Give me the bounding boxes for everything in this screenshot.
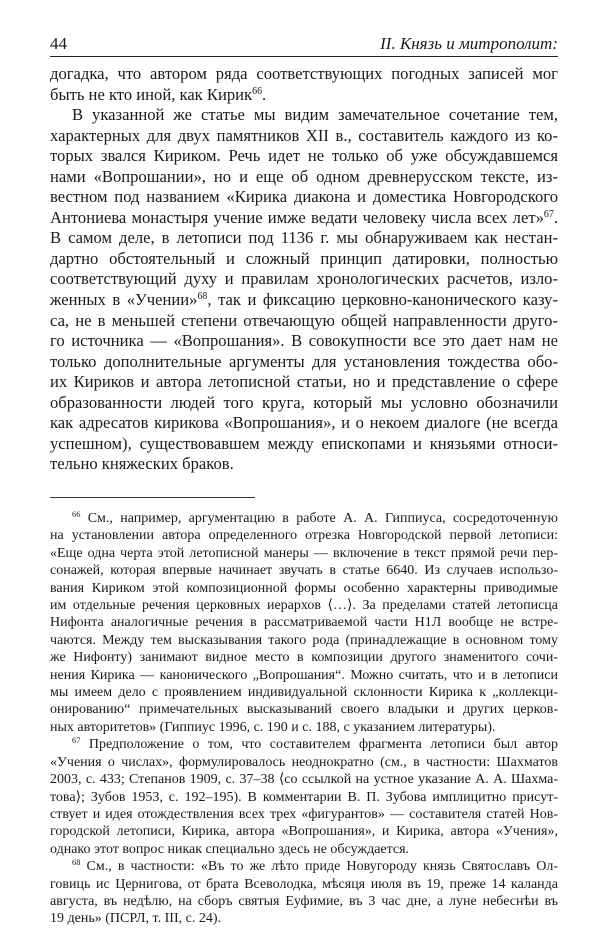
text-run: им отдельные речения церковных иерархов ⟨…⟩. За пределами статей летописца [50, 598, 558, 614]
text-run: го источника — «Вопрошания». В совокупности все это дает нам не [50, 331, 558, 351]
text-line [50, 719, 558, 736]
text-line [50, 649, 558, 666]
text-line [50, 146, 558, 167]
text-run: соответствующий духу и правилам хронологических расчетов, изло- [50, 269, 558, 289]
text-run: вестном под названием «Кирика диакона и доместика Новгородского [50, 187, 558, 207]
text-run: вания Кириком этой композиционной формы особенно характерны приводимые [50, 580, 558, 596]
text-run: на установлении автора определенного отрезка Новгородской первой летописи: [50, 528, 558, 544]
text-run: характерных для двух памятников XII в., составитель каждого из ко- [50, 125, 558, 145]
text-line [50, 413, 558, 434]
text-line [50, 736, 558, 753]
text-line [50, 228, 558, 249]
text-run: Нифонта аналогичные речения в рассматриваемой части Н1Л вообще не встре- [50, 615, 558, 631]
text-run: В самом деле, в летописи под 1136 г. мы обнаруживаем как нестан- [50, 228, 558, 248]
text-run: говиць ис Цернигова, от брата Всеволодка, мѣсяця июля въ 19, преже 14 каланда [50, 876, 558, 892]
text-line [50, 789, 558, 806]
text-line [50, 105, 558, 126]
text-run: «Еще одна черта этой летописной манеры — включение в текст прямой речи пер- [50, 545, 558, 561]
text-run: их Кириков и автора летописной статьи, но и представление о сфере [50, 372, 558, 392]
text-line [50, 527, 558, 544]
footnote [50, 510, 558, 736]
text-run: нами «Вопрошании», но и еще об одном древнерусском тексте, из- [50, 166, 558, 186]
text-run: онированию“ примечательных высказываний своего владыки и других церков- [50, 702, 558, 718]
page-number: 44 [50, 34, 67, 53]
paragraph [50, 64, 558, 105]
text-run: , так и фиксацию церковно-канонического казу- [207, 290, 558, 310]
text-run: Предположение о том, что составителем фрагмента летописи был автор [88, 737, 558, 753]
text-line [50, 545, 558, 562]
text-run: торых звался Кириком. Речь идет не только об уже обсуждавшемся [50, 146, 558, 166]
text-line [50, 454, 558, 475]
footnote-number: 68 [72, 858, 81, 868]
text-line [50, 434, 558, 455]
running-header [50, 30, 558, 57]
text-run: женных в «Учении» [50, 290, 198, 310]
text-line [50, 893, 558, 910]
footnotes [50, 510, 558, 928]
main-text [50, 64, 558, 475]
text-line [50, 858, 558, 875]
text-run: са, не в меньшей степени отвечающую общей направленности друго- [50, 310, 558, 330]
text-line [50, 754, 558, 771]
text-line [50, 632, 558, 649]
text-run: ных авторитетов» (Гиппиус 1996, с. 190 и с. 188, с указанием литературы). [50, 719, 496, 735]
text-line [50, 167, 558, 188]
text-line [50, 597, 558, 614]
text-run: августа, въ недѣлю, на сборъ святыя Еуфимие, въ 3 час дне, а луне небеснѣи въ [50, 893, 558, 909]
text-line [50, 510, 558, 527]
footnote-reference: 66 [252, 85, 263, 97]
text-line [50, 85, 558, 106]
text-line [50, 208, 558, 229]
text-run: мы имеем дело с проявлением индивидуальной склонности Кирика к „коллекци- [50, 685, 558, 701]
text-line [50, 841, 558, 858]
footnote-divider [50, 497, 255, 498]
footnote-number: 67 [72, 736, 81, 746]
text-run: однако этот вопрос никак специально здесь не обсуждается. [50, 841, 410, 857]
text-run: нения Кирика — канонического „Вопрошания“. Можно считать, что и в летописи [50, 667, 558, 683]
text-run: 19 день» (ПСРЛ, т. III, с. 24). [50, 911, 221, 927]
text-line [50, 311, 558, 332]
text-line [50, 667, 558, 684]
text-line [50, 269, 558, 290]
text-run: сонажей, которая впервые начинает звучать в статье 6640. Из случаев использо- [50, 563, 558, 579]
text-run: тельно княжеских браков. [50, 454, 234, 474]
paragraph [50, 105, 558, 475]
text-line [50, 910, 558, 927]
text-run: «Учения о числах», формулировалось неоднократно (см., в частности: Шахматов [50, 754, 558, 770]
text-line [50, 614, 558, 631]
text-line [50, 876, 558, 893]
footnote-reference: 68 [197, 291, 208, 303]
text-run: дартно обстоятельный и сложный принцип датировки, полностью [50, 248, 558, 268]
text-line [50, 290, 558, 311]
text-line [50, 331, 558, 352]
footnote [50, 736, 558, 858]
text-line [50, 701, 558, 718]
footnote-number: 66 [72, 509, 81, 519]
text-run: чаются. Между тем высказывания такого рода (принадлежащие в основном тому [50, 632, 558, 648]
text-run: См., например, аргументацию в работе А. А. Гиппиуса, сосредоточенную [87, 511, 558, 526]
text-run: В указанной же статье мы видим замечательное сочетание тем, [72, 105, 558, 125]
text-run: как адресатов кирикова «Вопрошания», и о некоем диалоге (не всегда [50, 413, 558, 433]
text-line [50, 126, 558, 147]
text-run: ствует и идея отождествления всех трех «фигурантов» — составителя статей Нов- [50, 806, 558, 822]
text-line [50, 580, 558, 597]
text-line [50, 64, 558, 85]
text-run: успешном), существовавшем между епископами и князьями относи- [50, 433, 558, 453]
running-title: II. Князь и митрополит: [380, 34, 558, 53]
text-run: догадка, что автором ряда соответствующих погодных записей мог [50, 64, 558, 83]
text-line [50, 684, 558, 701]
text-line [50, 372, 558, 393]
text-line [50, 352, 558, 373]
text-run: городской летописи, Кирика, автора «Вопрошания», и Кирика, автора «Учения», [50, 824, 558, 840]
text-line [50, 562, 558, 579]
text-run: Антониева монастыря учение имже ведати человеку числа всех лет» [50, 207, 544, 227]
text-run: же Нифонту) занимают видное место в композиции другого знаменитого сочи- [50, 650, 558, 666]
text-line [50, 393, 558, 414]
footnote [50, 858, 558, 928]
text-line [50, 806, 558, 823]
text-run: образованности людей того круга, который мы условно обозначили [50, 392, 558, 412]
text-run: това⟩; Зубов 1953, с. 192–195). В комментарии В. П. Зубова имплицитно присут- [50, 789, 558, 805]
text-run: См., в частности: «Въ то же лѣто приде Новугороду князь Святославъ Ол- [86, 859, 558, 875]
text-run: быть не кто иной, как Кирик [50, 84, 253, 104]
text-run: . [262, 84, 267, 104]
text-line [50, 771, 558, 788]
text-line [50, 187, 558, 208]
footnote-reference: 67 [543, 208, 554, 220]
text-run: . [553, 207, 558, 227]
text-run: 2003, с. 433; Степанов 1909, с. 37–38 ⟨со ссылкой на устное указание А. А. Шахма- [50, 772, 558, 788]
text-run: только дополнительные аргументы для установления тождества обо- [50, 351, 558, 371]
text-line [50, 823, 558, 840]
text-line [50, 249, 558, 270]
